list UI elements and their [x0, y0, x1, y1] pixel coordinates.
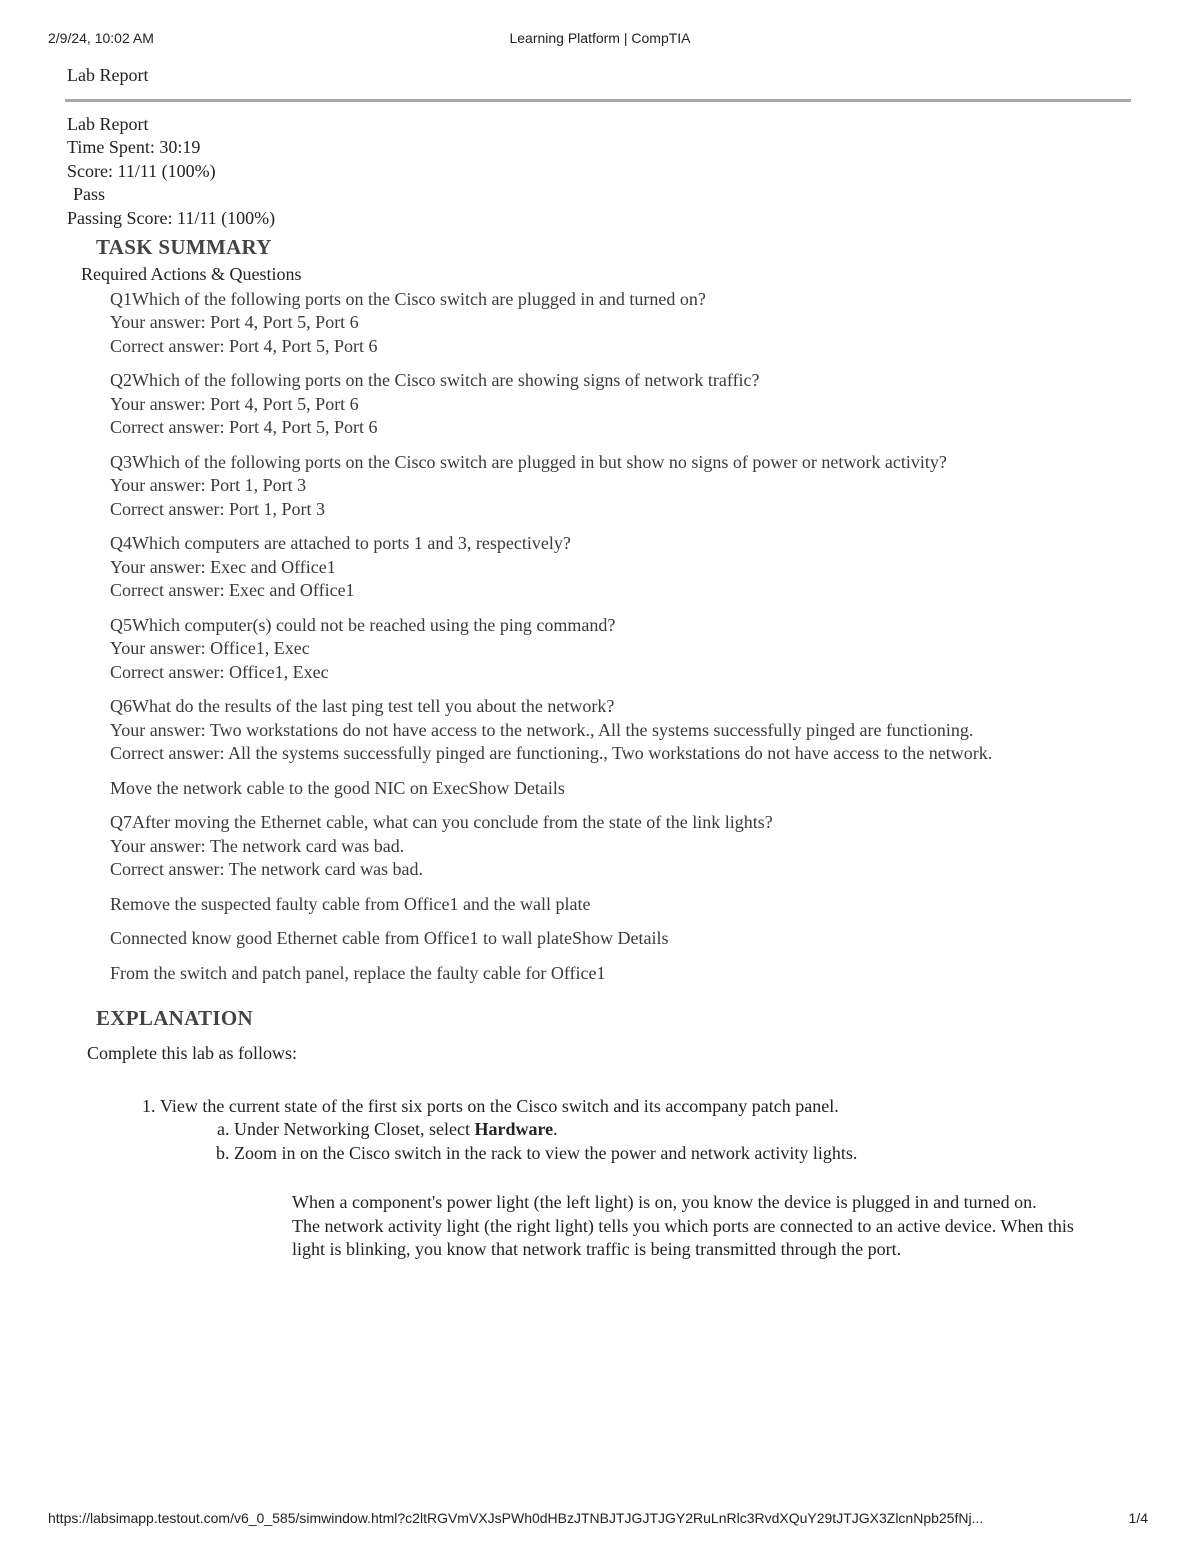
task-list	[110, 288, 1137, 986]
your-answer: Your answer: Port 4, Port 5, Port 6	[110, 312, 359, 332]
page-url: https://labsimapp.testout.com/v6_0_585/simwindow.html?c2ltRGVmVXJsPWh0dHBzJTNBJTJGJTJGY2RuLnRlc3RvdXQuY29tJTJGX3ZlcnNpb25fNj...	[48, 1510, 984, 1526]
explanation-intro: Complete this lab as follows:	[87, 1043, 297, 1063]
step-item	[160, 1095, 1137, 1166]
print-header	[48, 30, 1152, 48]
question-text: Q3Which of the following ports on the Cisco switch are plugged in but show no signs of power or network activity?	[110, 451, 947, 472]
correct-answer: Correct answer: All the systems successfully pinged are functioning., Two workstations do not have access to the network.	[110, 743, 993, 763]
print-date: 2/9/24, 10:02 AM	[48, 30, 154, 46]
step-text: View the current state of the first six ports on the Cisco switch and its accompany patch panel.	[160, 1095, 839, 1116]
question-7	[110, 811, 1137, 882]
print-page-title: Learning Platform | CompTIA	[509, 30, 691, 46]
print-footer	[48, 1510, 1148, 1528]
question-text: Q2Which of the following ports on the Cisco switch are showing signs of network traffic?	[110, 370, 760, 390]
time-spent: Time Spent: 30:19	[67, 137, 201, 157]
your-answer: Your answer: Port 1, Port 3	[110, 475, 307, 495]
question-1	[110, 288, 1137, 359]
lab-report-content	[67, 64, 1137, 1262]
your-answer: Your answer: Exec and Office1	[110, 556, 336, 577]
page-number: 1/4	[1128, 1510, 1148, 1526]
explanation-steps	[67, 1095, 1137, 1166]
substep-item	[234, 1118, 1137, 1142]
correct-answer: Correct answer: Office1, Exec	[110, 661, 329, 682]
hardware-keyword: Hardware	[474, 1119, 554, 1139]
score-summary	[67, 113, 1137, 231]
score: Score: 11/11 (100%)	[67, 160, 216, 181]
substep-text: Under Networking Closet, select	[234, 1119, 475, 1139]
your-answer: Your answer: Two workstations do not have access to the network., All the systems successfully pinged are functioning.	[110, 719, 974, 740]
lab-report-heading: Lab Report	[67, 65, 149, 85]
substep-item	[234, 1142, 1137, 1166]
question-text: Q6What do the results of the last ping test tell you about the network?	[110, 696, 615, 716]
explanation-notes	[292, 1191, 1082, 1262]
correct-answer: Correct answer: Port 1, Port 3	[110, 498, 325, 519]
note-activity-light: The network activity light (the right light) tells you which ports are connected to an active device. When this light is blinking, you know that network traffic is being transmitted through the port.	[292, 1215, 1074, 1259]
required-actions-heading: Required Actions & Questions	[81, 264, 302, 284]
report-title: Lab Report	[67, 113, 149, 134]
your-answer: Your answer: Office1, Exec	[110, 638, 310, 658]
note-power-light: When a component's power light (the left light) is on, you know the device is plugged in and turned on.	[292, 1192, 1037, 1212]
pass-status: Pass	[73, 184, 106, 204]
substeps	[160, 1118, 1137, 1165]
question-text: Q7After moving the Ethernet cable, what can you conclude from the state of the link lights?	[110, 812, 773, 832]
substep-punct: .	[553, 1119, 558, 1139]
question-text: Q5Which computer(s) could not be reached using the ping command?	[110, 614, 616, 635]
explanation-heading: EXPLANATION	[96, 1006, 253, 1030]
your-answer: Your answer: The network card was bad.	[110, 835, 405, 856]
substep-text: Zoom in on the Cisco switch in the rack to view the power and network activity lights.	[234, 1142, 858, 1163]
passing-score: Passing Score: 11/11 (100%)	[67, 207, 276, 228]
question-6	[110, 695, 1137, 766]
question-2	[110, 369, 1137, 440]
action-move-cable: Move the network cable to the good NIC on ExecShow Details	[110, 777, 565, 798]
question-text: Q4Which computers are attached to ports 1 and 3, respectively?	[110, 533, 571, 553]
correct-answer: Correct answer: Exec and Office1	[110, 580, 355, 600]
correct-answer: Correct answer: The network card was bad.	[110, 859, 424, 879]
task-summary-heading: TASK SUMMARY	[96, 235, 272, 259]
correct-answer: Correct answer: Port 4, Port 5, Port 6	[110, 417, 378, 437]
question-4	[110, 532, 1137, 603]
header-divider	[65, 99, 1131, 102]
question-text: Q1Which of the following ports on the Cisco switch are plugged in and turned on?	[110, 288, 706, 309]
correct-answer: Correct answer: Port 4, Port 5, Port 6	[110, 335, 378, 356]
question-5	[110, 614, 1137, 685]
action-connect-cable: Connected know good Ethernet cable from Office1 to wall plateShow Details	[110, 928, 669, 948]
action-remove-cable: Remove the suspected faulty cable from Office1 and the wall plate	[110, 893, 591, 914]
your-answer: Your answer: Port 4, Port 5, Port 6	[110, 393, 359, 414]
action-replace-cable: From the switch and patch panel, replace the faulty cable for Office1	[110, 962, 606, 983]
question-3	[110, 451, 1137, 522]
